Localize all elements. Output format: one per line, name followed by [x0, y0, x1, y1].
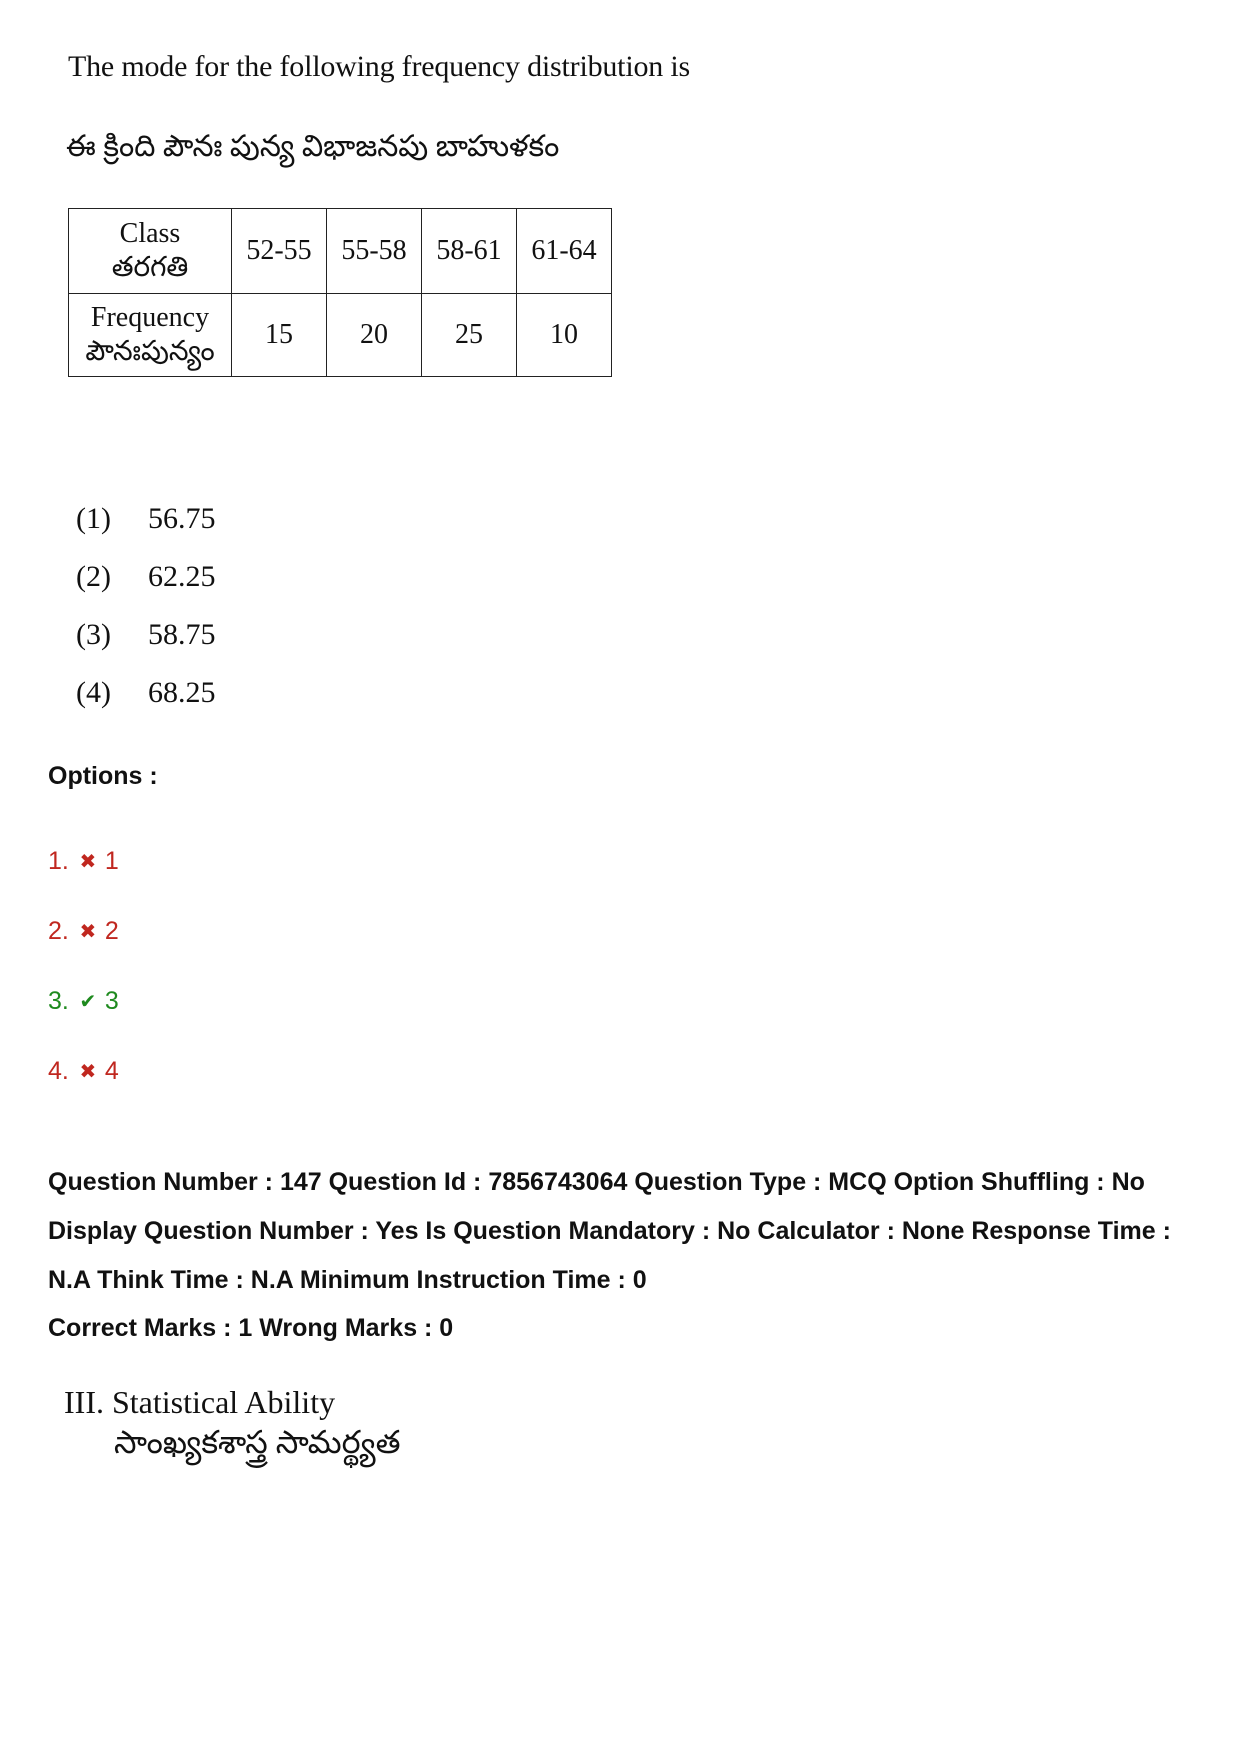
answer-label: 3: [104, 986, 119, 1015]
answer-option-2: [48, 896, 119, 966]
choice-number: (2): [76, 560, 111, 593]
choice-number: (4): [76, 676, 111, 709]
cross-icon: ✖: [79, 1060, 97, 1083]
question-metadata: Question Number : 147 Question Id : 7856743064 Question Type : MCQ Option Shuffling : No Display Question Number : Yes Is Question Mandatory : No Calculator : None Response Time : N.A Think Time : N.A Minimum Instruction Time : 0: [48, 1168, 1171, 1294]
section-title-telugu: సాంఖ్యకశాస్త్ర సామర్థ్యత: [114, 1424, 401, 1460]
answer-option-1: [48, 826, 119, 896]
question-text-english: The mode for the following frequency distribution is: [68, 50, 690, 83]
row-header-frequency-te: పౌనఃపున్యం: [85, 336, 215, 367]
class-cell: 55-58: [327, 209, 422, 294]
row-header-frequency: [69, 294, 232, 377]
class-cell: 61-64: [517, 209, 612, 294]
section-title-english: III. Statistical Ability: [64, 1384, 336, 1420]
answer-label: 2: [104, 916, 119, 945]
section-heading: [64, 1382, 401, 1462]
choice-item: [76, 664, 216, 722]
choice-item: [76, 606, 216, 664]
options-label: Options :: [48, 762, 158, 790]
choice-item: [76, 548, 216, 606]
choice-list: [76, 490, 216, 722]
choice-value: 56.75: [148, 502, 216, 535]
table-row-frequency: [69, 294, 612, 377]
frequency-cell: 15: [232, 294, 327, 377]
row-header-class: [69, 209, 232, 294]
choice-number: (1): [76, 502, 111, 535]
frequency-cell: 10: [517, 294, 612, 377]
row-header-frequency-en: Frequency: [90, 302, 210, 333]
answer-label: 1: [104, 846, 119, 875]
frequency-cell: 25: [422, 294, 517, 377]
cross-icon: ✖: [79, 920, 97, 943]
class-cell: 58-61: [422, 209, 517, 294]
answer-option-4: [48, 1036, 119, 1106]
frequency-cell: 20: [327, 294, 422, 377]
answer-option-3: [48, 966, 119, 1036]
choice-value: 62.25: [148, 560, 216, 593]
choice-value: 68.25: [148, 676, 216, 709]
answer-number: 1.: [48, 846, 69, 875]
choice-number: (3): [76, 618, 111, 651]
marks-info: Correct Marks : 1 Wrong Marks : 0: [48, 1314, 454, 1342]
answer-number: 2.: [48, 916, 69, 945]
answer-number: 3.: [48, 986, 69, 1015]
choice-item: [76, 490, 216, 548]
class-cell: 52-55: [232, 209, 327, 294]
row-header-class-en: Class: [119, 218, 181, 249]
cross-icon: ✖: [79, 850, 97, 873]
choice-value: 58.75: [148, 618, 216, 651]
question-text-telugu: ఈ క్రింది పౌనః పున్య విభాజనపు బాహుళకం: [66, 130, 560, 163]
row-header-class-te: తరగతి: [111, 252, 189, 283]
answer-list: [48, 826, 119, 1106]
frequency-table: [68, 208, 612, 377]
answer-label: 4: [104, 1056, 119, 1085]
answer-number: 4.: [48, 1056, 69, 1085]
check-icon: ✔: [79, 990, 97, 1013]
table-row-class: [69, 209, 612, 294]
